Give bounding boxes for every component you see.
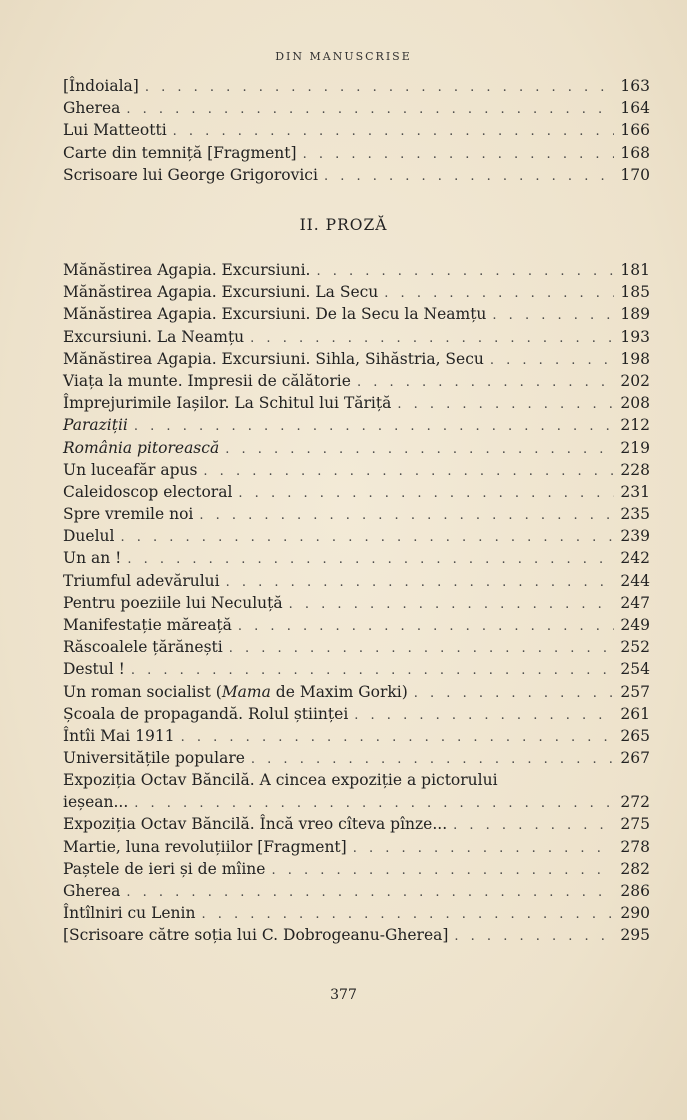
entry-page: 235 <box>620 505 650 524</box>
dot-leader <box>201 904 614 926</box>
section-title: II. PROZĂ <box>299 216 388 234</box>
entry-title: Viața la munte. Impresii de călătorie <box>63 371 351 390</box>
entry-title: Întîi Mai 1911 <box>63 726 175 745</box>
dot-leader <box>134 793 614 815</box>
entry-title: Martie, luna revoluțiilor [Fragment] <box>63 837 347 856</box>
dot-leader <box>454 926 614 948</box>
dot-leader <box>173 121 614 143</box>
entry-page: 286 <box>620 881 650 900</box>
entry-line2 <box>63 791 650 813</box>
toc-entry <box>63 142 650 164</box>
toc-entry <box>63 326 650 348</box>
dot-leader <box>250 328 614 350</box>
entry-page: 290 <box>620 904 650 923</box>
entry-page: 168 <box>620 143 650 162</box>
toc-entry <box>63 858 650 880</box>
entry-page: 275 <box>620 815 650 834</box>
entry-title: Gherea <box>63 99 121 118</box>
dot-leader <box>289 594 614 616</box>
toc-entry <box>63 348 650 370</box>
entry-title: Pentru poeziile lui Neculuță <box>63 593 283 612</box>
entry-page: 244 <box>620 571 650 590</box>
entry-page: 252 <box>620 638 650 657</box>
running-header: DIN MANUSCRISE <box>275 50 412 63</box>
toc-entry <box>63 725 650 747</box>
entry-title-part: de Maxim Gorki) <box>270 682 408 701</box>
entry-page: 228 <box>620 460 650 479</box>
toc-entry <box>63 703 650 725</box>
dot-leader <box>397 394 614 416</box>
dot-leader <box>492 305 614 327</box>
dot-leader <box>120 527 614 549</box>
entry-page: 202 <box>620 371 650 390</box>
entry-title: Paștele de ieri și de mîine <box>63 859 266 878</box>
entry-page: 198 <box>620 349 650 368</box>
entry-page: 219 <box>620 438 650 457</box>
toc-entry <box>63 459 650 481</box>
toc-entry <box>63 303 650 325</box>
toc-entry <box>63 97 650 119</box>
toc-entry <box>63 392 650 414</box>
dot-leader <box>357 372 614 394</box>
entry-title: Un an ! <box>63 549 122 568</box>
entry-page: 295 <box>620 926 650 945</box>
dot-leader <box>145 77 614 99</box>
dot-leader <box>126 99 614 121</box>
dot-leader <box>199 505 614 527</box>
entry-page: 249 <box>620 616 650 634</box>
entry-page: 208 <box>620 394 650 413</box>
entry-title: Destul ! <box>63 660 125 679</box>
entry-page: 231 <box>620 482 650 501</box>
dot-leader <box>225 439 614 461</box>
toc-entry <box>63 880 650 902</box>
dot-leader <box>131 660 614 682</box>
toc-entry <box>63 164 650 186</box>
entry-title: Gherea <box>63 881 121 900</box>
toc-entry <box>63 437 650 459</box>
dot-leader <box>384 283 614 305</box>
entry-title: Împrejurimile Iașilor. La Schitul lui Tăriță <box>63 394 392 413</box>
entry-page: 254 <box>620 660 650 679</box>
dot-leader <box>271 860 614 882</box>
toc-verse-continued <box>63 75 650 186</box>
entry-page: 242 <box>620 549 650 568</box>
entry-title: [Scrisoare către soția lui C. Dobrogeanu-Gherea] <box>63 926 449 945</box>
toc-entry <box>63 681 650 703</box>
entry-page: 265 <box>620 726 650 745</box>
entry-page: 164 <box>620 99 650 118</box>
entry-title: Caleidoscop electoral <box>63 482 233 501</box>
dot-leader <box>229 638 614 660</box>
entry-page: 278 <box>620 837 650 856</box>
toc-entry <box>63 614 650 636</box>
entry-page: 193 <box>620 327 650 346</box>
entry-title: Mănăstirea Agapia. Excursiuni. Sihla, Sihăstria, Secu <box>63 349 484 368</box>
entry-page: 170 <box>620 165 650 184</box>
toc-entry <box>63 924 650 946</box>
entry-title: Carte din temniță [Fragment] <box>63 143 297 162</box>
entry-title: Spre vremile noi <box>63 505 194 524</box>
entry-title <box>63 681 408 703</box>
entry-title: Duelul <box>63 527 115 546</box>
entry-page: 272 <box>620 793 650 812</box>
toc-entry <box>63 525 650 547</box>
entry-page: 212 <box>620 416 650 435</box>
entry-page: 267 <box>620 749 650 768</box>
entry-page: 163 <box>620 77 650 95</box>
dot-leader <box>303 144 614 166</box>
entry-title-italic: Mama <box>221 682 271 701</box>
entry-page: 239 <box>620 527 650 546</box>
dot-leader <box>324 166 614 188</box>
toc-entry <box>63 769 650 813</box>
toc-entry <box>63 813 650 835</box>
toc-entry <box>63 281 650 303</box>
entry-title: Excursiuni. La Neamțu <box>63 327 245 346</box>
entry-title: Un luceafăr apus <box>63 460 198 479</box>
entry-title: Triumful adevărului <box>63 571 220 590</box>
entry-title: Mănăstirea Agapia. Excursiuni. La Secu <box>63 283 379 302</box>
entry-title: Scrisoare lui George Grigorovici <box>63 165 318 184</box>
entry-title: Paraziții <box>63 416 128 435</box>
dot-leader <box>490 350 614 372</box>
toc-entry <box>63 414 650 436</box>
entry-page: 257 <box>620 682 650 701</box>
dot-leader <box>251 749 614 771</box>
dot-leader <box>126 882 614 904</box>
toc-entry <box>63 75 650 97</box>
entry-title: [Îndoiala] <box>63 77 139 95</box>
page-number: 377 <box>330 987 357 1003</box>
entry-title: Manifestație măreață <box>63 616 232 634</box>
toc-entry <box>63 481 650 503</box>
toc-entry <box>63 747 650 769</box>
entry-page: 189 <box>620 305 650 324</box>
entry-page: 261 <box>620 704 650 723</box>
toc-entry <box>63 902 650 924</box>
dot-leader <box>127 549 614 571</box>
dot-leader <box>414 683 614 705</box>
entry-title: Mănăstirea Agapia. Excursiuni. De la Secu la Neamțu <box>63 305 487 324</box>
toc-entry <box>63 636 650 658</box>
entry-title: Răscoalele țărănești <box>63 638 223 657</box>
toc-entry <box>63 836 650 858</box>
entry-title: Mănăstirea Agapia. Excursiuni. <box>63 261 311 279</box>
toc-entry <box>63 259 650 281</box>
entry-title: Universitățile populare <box>63 749 245 768</box>
entry-page: 181 <box>620 261 650 279</box>
entry-title: ieșean... <box>63 793 129 812</box>
entry-title: Lui Matteotti <box>63 121 167 140</box>
toc-entry <box>63 592 650 614</box>
dot-leader <box>134 416 614 438</box>
toc-entry <box>63 570 650 592</box>
dot-leader <box>181 727 614 749</box>
entry-page: 282 <box>620 859 650 878</box>
entry-page: 185 <box>620 283 650 302</box>
toc-entry <box>63 658 650 680</box>
entry-page: 247 <box>620 593 650 612</box>
dot-leader <box>316 261 614 283</box>
dot-leader <box>238 483 614 505</box>
toc-entry <box>63 503 650 525</box>
entry-title-line1: Expoziția Octav Băncilă. A cincea expoziție a pictorului <box>63 771 498 790</box>
entry-title: Expoziția Octav Băncilă. Încă vreo cîteva pînze... <box>63 815 448 834</box>
dot-leader <box>203 461 614 483</box>
entry-title: România pitorească <box>63 438 220 457</box>
dot-leader <box>354 705 614 727</box>
toc-prose <box>63 259 650 946</box>
dot-leader <box>226 572 614 594</box>
dot-leader <box>453 815 614 837</box>
toc-entry <box>63 547 650 569</box>
toc-entry <box>63 370 650 392</box>
entry-page: 166 <box>620 121 650 140</box>
entry-title: Școala de propagandă. Rolul științei <box>63 704 349 723</box>
entry-title: Întîlniri cu Lenin <box>63 904 196 923</box>
dot-leader <box>238 616 614 638</box>
dot-leader <box>353 838 614 860</box>
entry-title-part: Un roman socialist ( <box>63 682 222 701</box>
toc-entry <box>63 119 650 141</box>
